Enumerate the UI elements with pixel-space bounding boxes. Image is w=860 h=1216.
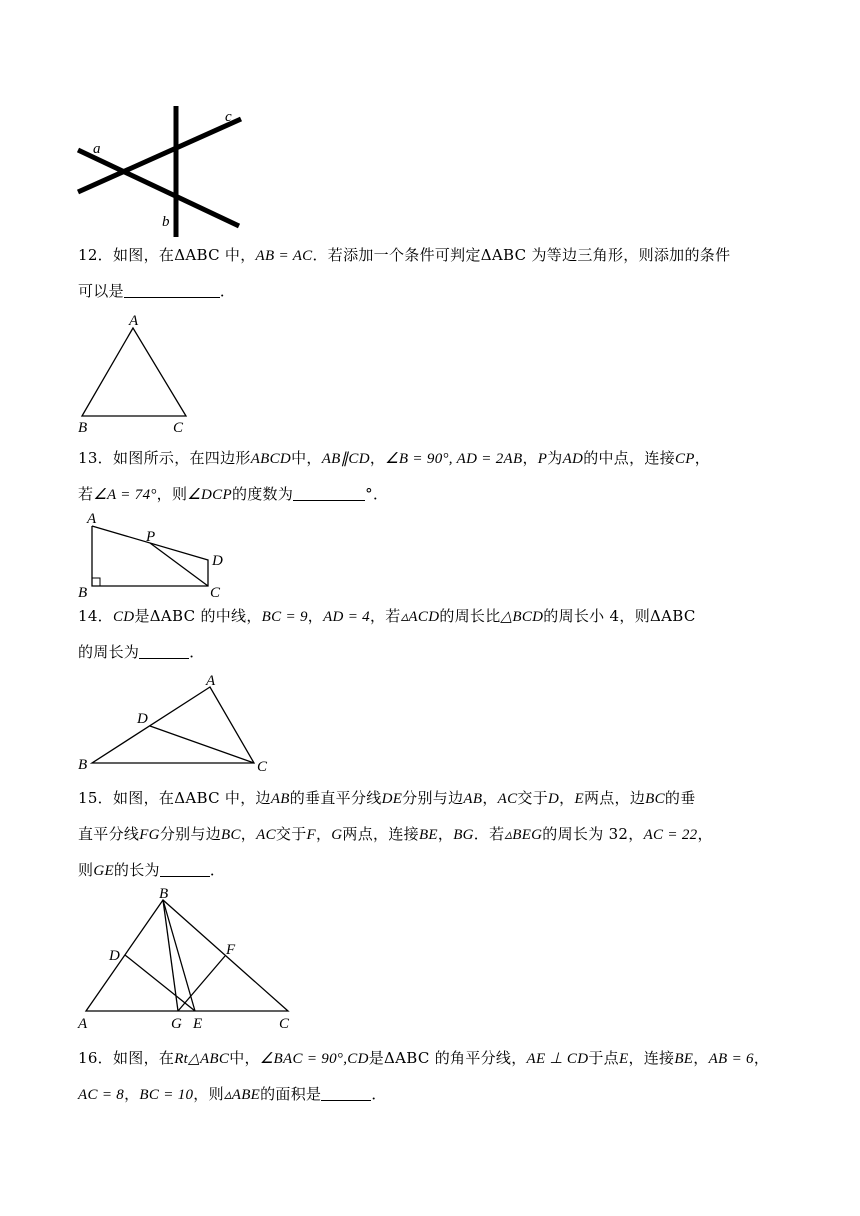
label-A: A [87,511,97,527]
question-number: 16． [78,1049,113,1067]
question-12: 12．如图，在ΔABC 中，AB = AC．若添加一个条件可判定ΔABC 为等边三角形，则添加的条件 可以是 ． [78,246,731,300]
label-c: c [225,109,232,125]
label-F: F [226,942,236,958]
label-C: C [173,420,184,436]
question-number: 15． [78,789,113,807]
question-16: 16．如图，在Rt△ABC中，∠BAC = 90°,CD是ΔABC 的角平分线，AE ⊥ CD于点E，连接BE，AB = 6， AC = 8，BC = 10，则▵ABE的面积是 ． [78,1049,770,1103]
question-13: 13．如图所示，在四边形ABCD中，AB∥CD，∠B = 90°, AD = 2AB，P为AD的中点，连接CP， 若∠A = 74°，则∠DCP的度数为 °． [78,449,711,503]
label-D: D [137,711,148,727]
label-C: C [279,1016,290,1032]
answer-blank[interactable] [160,858,210,877]
question-number: 13． [78,449,113,467]
figure-quadrilateral [74,508,234,604]
label-C: C [210,585,221,600]
figure-intersecting-lines [74,104,249,243]
figure-triangle-median [74,670,279,784]
answer-blank[interactable] [139,640,189,659]
figure-perpendicular-bisectors [74,884,304,1038]
question-number: 14． [78,607,113,625]
answer-blank[interactable] [293,482,365,501]
question-number: 12． [78,246,113,264]
answer-blank[interactable] [124,279,220,298]
line-c [78,119,241,192]
label-A: A [78,1016,88,1032]
label-C: C [257,759,268,775]
label-B: B [78,420,88,436]
label-B: B [159,886,169,902]
label-D: D [212,553,223,569]
label-E: E [193,1016,203,1032]
question-14: 14．CD是ΔABC 的中线，BC = 9，AD = 4，若▵ACD的周长比△BCD的周长小 4，则ΔABC 的周长为 ． [78,607,696,661]
label-B: B [78,585,88,600]
label-A: A [129,313,139,329]
label-D: D [109,948,120,964]
answer-blank[interactable] [321,1082,371,1101]
label-A: A [206,673,216,689]
figure-isosceles-triangle [74,310,199,442]
question-15: 15．如图，在ΔABC 中，边AB的垂直平分线DE分别与边AB，AC交于D，E两点，边BC的垂 直平分线FG分别与边BC，AC交于F，G两点，连接BE，BG．若▵BEG的周长为 32，AC = 22， 则GE的长为 ． [78,789,713,879]
label-B: B [78,757,88,773]
label-P: P [146,529,156,545]
line-a [78,150,239,226]
label-b: b [162,214,170,230]
label-G: G [171,1016,182,1032]
label-a: a [93,141,101,157]
